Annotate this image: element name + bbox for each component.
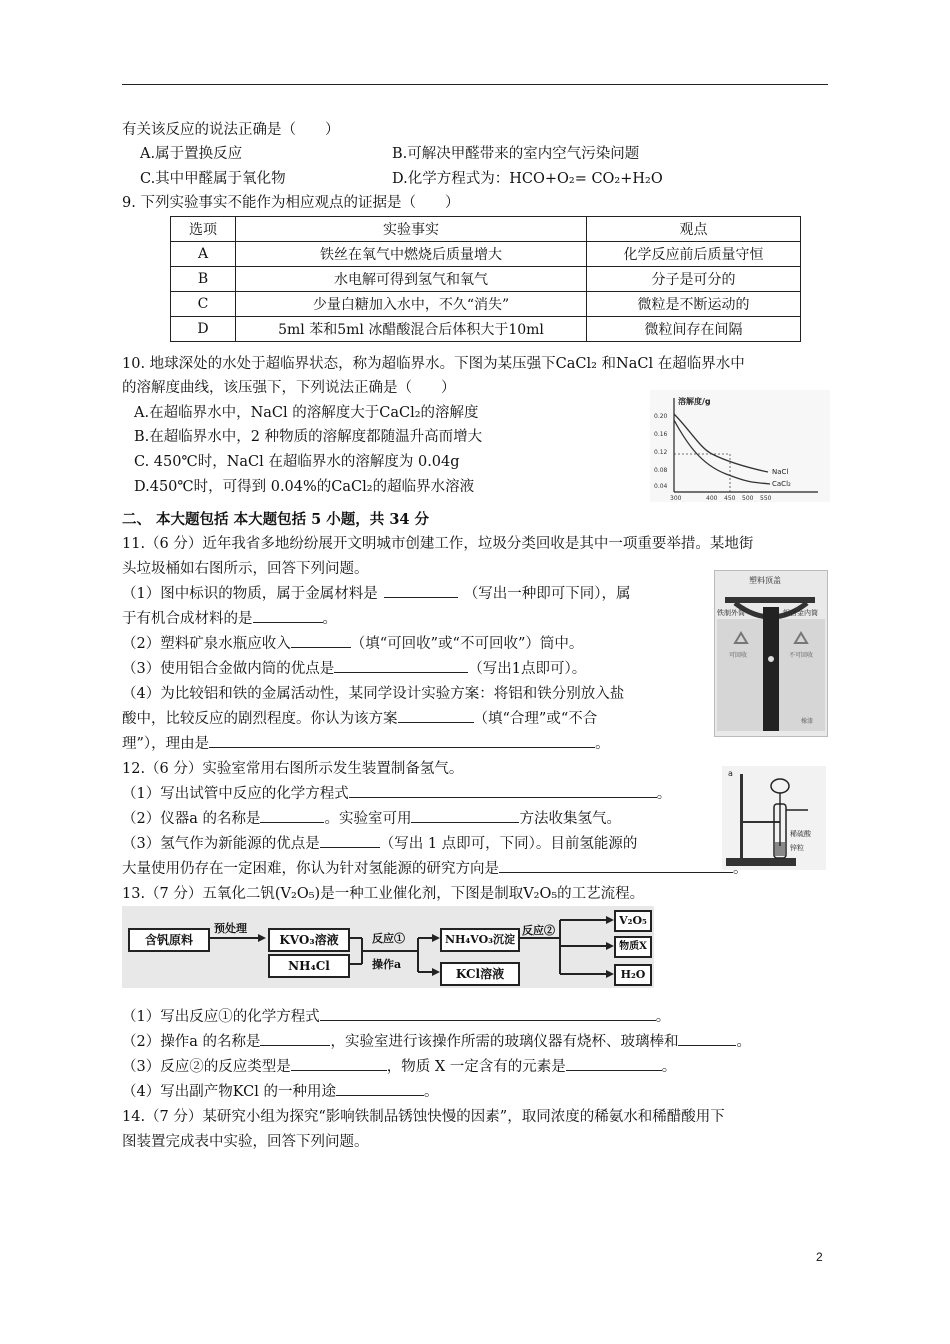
trash-bin-photo (714, 570, 828, 737)
flow-v2o5: V₂O₅ (614, 910, 652, 932)
q10-option-a: A.在超临界水中，NaCl 的溶解度大于CaCl₂的溶解度 (134, 405, 479, 421)
table-cell: D (171, 317, 236, 342)
table-cell: 分子是可分的 (587, 267, 801, 292)
q10-stem-line1: 10. 地球深处的水处于超临界状态，称为超临界水。下图为某压强下CaCl₂ 和NaCl 在超临界水中 (122, 356, 745, 372)
answer-blank[interactable] (320, 833, 380, 848)
q8-option-a: A.属于置换反应 (140, 146, 243, 162)
bin-post (763, 607, 779, 731)
q12-part3-cont: 大量使用仍存在一定困难，你认为针对氢能源的研究方向是 (122, 857, 748, 878)
q10-stem-line2: 的溶解度曲线，该压强下，下列说法正确是（ ） (122, 380, 456, 396)
q10-option-d: D.450℃时，可得到 0.04%的CaCl₂的超临界水溶液 (134, 479, 475, 495)
answer-blank[interactable] (384, 583, 458, 598)
solubility-curve-figure (650, 390, 830, 502)
x-tick-label: 450 (724, 495, 736, 502)
x-tick-label: 400 (706, 495, 718, 502)
svg-text:铁制外筒: 铁制外筒 (717, 609, 745, 617)
q8-option-b: B.可解决甲醛带来的室内空气污染问题 (392, 146, 640, 162)
answer-blank[interactable] (260, 1031, 330, 1046)
table-cell: 化学反应前后质量守恒 (587, 242, 801, 267)
table-cell: C (171, 292, 236, 317)
svg-text:锌粒: 锌粒 (790, 844, 804, 852)
y-tick-label: 0.12 (654, 449, 668, 456)
answer-blank[interactable] (499, 858, 733, 873)
hydrogen-apparatus-figure (722, 766, 826, 870)
svg-text:可回收: 可回收 (729, 652, 748, 659)
flow-operation-a-label: 操作a (372, 958, 402, 971)
y-tick-label: 0.08 (654, 467, 668, 474)
y-tick-label: 0.20 (654, 413, 668, 420)
svg-text:铝合金内筒: 铝合金内筒 (783, 609, 818, 617)
table-cell: 铁丝在氧气中燃烧后质量增大 (236, 242, 587, 267)
answer-blank[interactable] (398, 708, 474, 723)
table-header: 观点 (587, 217, 801, 242)
section-two-heading: 二、 本大题包括 本大题包括 5 小题，共 34 分 (122, 511, 430, 528)
answer-blank[interactable] (320, 1006, 656, 1021)
q9-stem: 9. 下列实验事实不能作为相应观点的证据是（ ） (122, 195, 460, 211)
q13-stem: 13.（7 分）五氧化二钒(V₂O₅)是一种工业催化剂，下图是制取V₂O₅的工艺流程。 (122, 886, 645, 902)
answer-blank[interactable] (260, 808, 324, 823)
q12-part3: （3）氢气作为新能源的优点是 （写出 1 点即可，下同）。目前氢能源的 (122, 832, 637, 853)
table-header: 选项 (171, 217, 236, 242)
x-tick-label: 550 (760, 495, 772, 502)
table-cell: 少量白糖加入水中，不久“消失” (236, 292, 587, 317)
q11-stem-line1: 11.（6 分）近年我省多地纷纷展开文明城市创建工作，垃圾分类回收是其中一项重要举措。某地街 (122, 536, 754, 552)
q14-stem-line2: 图装置完成表中实验，回答下列问题。 (122, 1134, 369, 1150)
table-row (171, 267, 801, 292)
answer-blank[interactable] (291, 1056, 387, 1071)
table-cell: A (171, 242, 236, 267)
flow-h2o: H₂O (614, 964, 652, 986)
table-header-row (171, 217, 801, 242)
stand-base (726, 858, 796, 866)
answer-blank[interactable] (411, 808, 519, 823)
svg-text:不可回收: 不可回收 (789, 652, 814, 659)
flow-nh4vo3: NH₄VO₃沉淀 (440, 928, 520, 952)
q12-part2: （2）仪器a 的名称是 。实验室可用 方法收集氢气。 (122, 807, 621, 828)
svg-text:塑料顶盖: 塑料顶盖 (749, 576, 781, 585)
q11-part3: （3）使用铝合金做内筒的优点是 （写出1点即可）。 (122, 657, 586, 678)
answer-blank[interactable] (334, 658, 468, 673)
q14-stem-line1: 14.（7 分）某研究小组为探究“影响铁制品锈蚀快慢的因素”，取同浓度的稀氨水和稀醋酸用下 (122, 1109, 725, 1125)
flow-substance-x: 物质X (614, 936, 652, 958)
table-row (171, 317, 801, 342)
q13-part4: （4）写出副产物KCl 的一种用途 。 (122, 1080, 439, 1101)
q11-stem-line2: 头垃圾桶如右图所示，回答下列问题。 (122, 561, 369, 577)
x-tick-label: 300 (670, 495, 682, 502)
flow-reaction1-label: 反应① (372, 932, 405, 945)
nacl-label: NaCl (772, 468, 789, 476)
answer-blank[interactable] (336, 1081, 424, 1096)
flow-raw-material: 含钒原料 (128, 928, 210, 952)
table-cell: 5ml 苯和5ml 冰醋酸混合后体积大于10ml (236, 317, 587, 342)
flow-pretreat-label: 预处理 (214, 922, 247, 935)
table-cell: 微粒间存在间隔 (587, 317, 801, 342)
svg-text:稀硫酸: 稀硫酸 (790, 830, 811, 838)
stand-rod (740, 774, 743, 860)
y-axis-label: 溶解度/g (678, 397, 711, 406)
q11-part4-reason: 理”），理由是 。 (122, 732, 610, 753)
q12-part1: （1）写出试管中反应的化学方程式 。 (122, 782, 671, 803)
answer-blank[interactable] (291, 633, 351, 648)
q11-part4: （4）为比较铝和铁的金属活动性，某同学设计实验方案：将铝和铁分别放入盐 (122, 686, 625, 702)
bin-lid (725, 597, 815, 603)
q11-part1-cont: 于有机合成材料的是 。 (122, 607, 337, 628)
answer-blank[interactable] (678, 1031, 736, 1046)
x-tick-label: 500 (742, 495, 754, 502)
q9-table (170, 216, 801, 342)
q12-stem: 12.（6 分）实验室常用右图所示发生装置制备氢气。 (122, 761, 464, 777)
q13-part3: （3）反应②的反应类型是 ，物质 X 一定含有的元素是 。 (122, 1055, 676, 1076)
q10-option-c: C. 450℃时，NaCl 在超临界水的溶解度为 0.04g (134, 454, 460, 470)
table-header: 实验事实 (236, 217, 587, 242)
q13-part1: （1）写出反应①的化学方程式 。 (122, 1005, 670, 1026)
q8-stem: 有关该反应的说法正确是（ ） (122, 122, 340, 138)
svg-text:a: a (728, 769, 733, 778)
answer-blank[interactable] (349, 783, 657, 798)
q11-part1: （1）图中标识的物质，属于金属材料是 （写出一种即可下同），属 (122, 582, 630, 603)
flow-reaction2-label: 反应② (522, 924, 555, 937)
q8-option-c: C.其中甲醛属于氧化物 (140, 171, 286, 187)
y-tick-label: 0.04 (654, 483, 668, 490)
answer-blank[interactable] (253, 608, 323, 623)
q10-option-b: B.在超临界水中，2 种物质的溶解度都随温升高而增大 (134, 429, 483, 445)
cacl2-label: CaCl₂ (772, 480, 791, 488)
table-cell: 微粒是不断运动的 (587, 292, 801, 317)
table-cell: B (171, 267, 236, 292)
flow-nh4cl: NH₄Cl (268, 954, 350, 978)
q11-part2: （2）塑料矿泉水瓶应收入 （填“可回收”或“不可回收”）筒中。 (122, 632, 583, 653)
y-tick-label: 0.16 (654, 431, 668, 438)
svg-text:橡漆: 橡漆 (801, 718, 814, 725)
process-flow-figure (122, 906, 654, 988)
flow-kcl: KCl溶液 (440, 962, 520, 986)
table-row (171, 242, 801, 267)
table-row (171, 292, 801, 317)
q8-option-d: D.化学方程式为：HCO+O₂= CO₂+H₂O (392, 171, 663, 187)
table-cell: 水电解可得到氢气和氧气 (236, 267, 587, 292)
header-rule (122, 84, 828, 85)
flow-kvo3: KVO₃溶液 (268, 928, 350, 952)
q11-part4-cont: 酸中，比较反应的剧烈程度。你认为该方案 （填“合理”或“不合 (122, 707, 597, 728)
q13-part2: （2）操作a 的名称是 ，实验室进行该操作所需的玻璃仪器有烧杯、玻璃棒和 。 (122, 1030, 751, 1051)
page-number: 2 (816, 1250, 823, 1264)
answer-blank[interactable] (209, 733, 595, 748)
answer-blank[interactable] (566, 1056, 662, 1071)
